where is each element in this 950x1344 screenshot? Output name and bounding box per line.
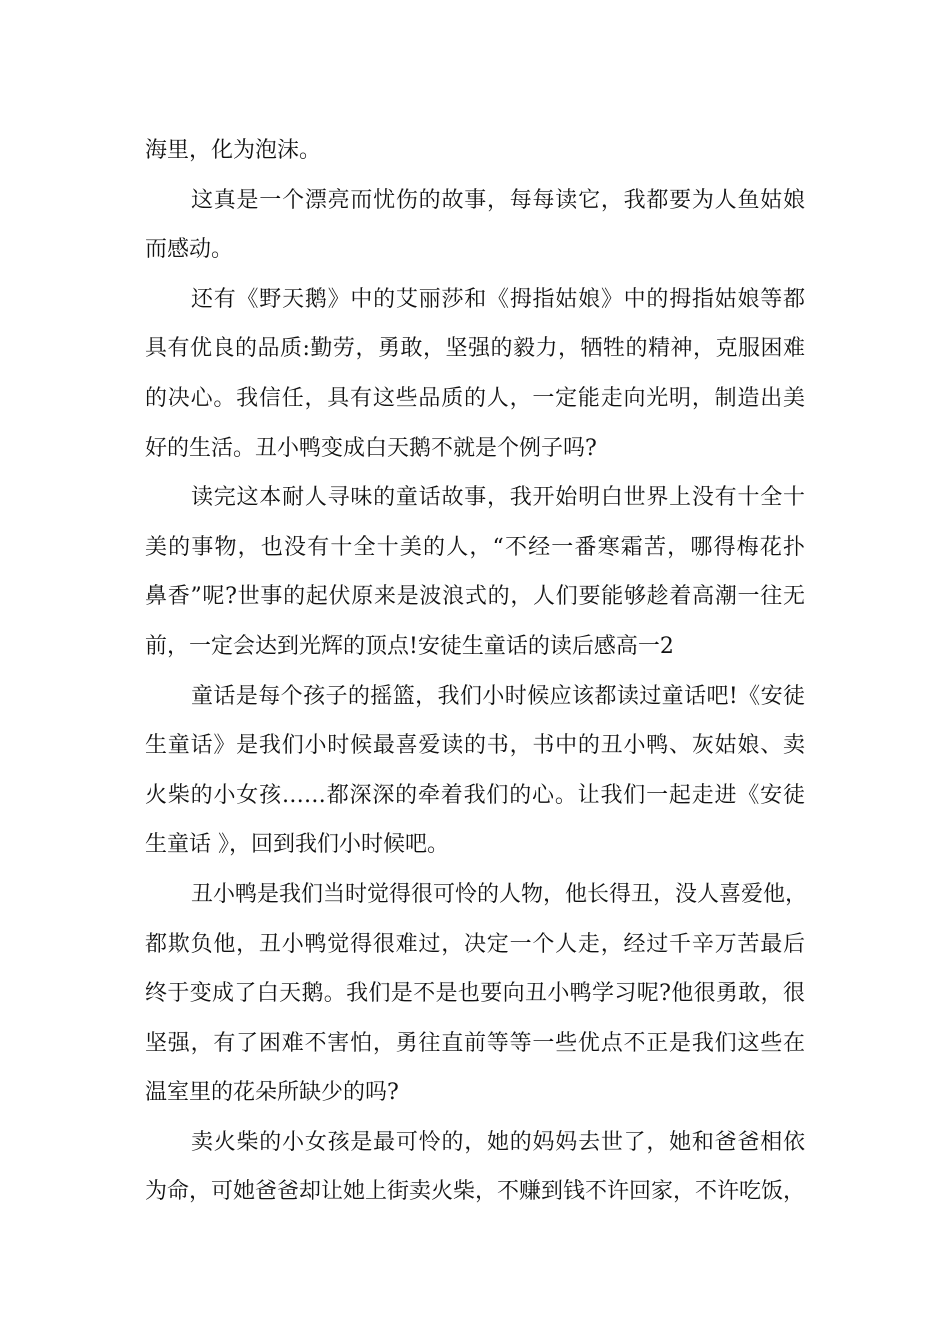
text-line: 卖火柴的小女孩是最可怜的，她的妈妈去世了，她和爸爸相依 [191,1129,805,1155]
text-line: 生童话》是我们小时候最喜爱读的书，书中的丑小鸭、灰姑娘、卖 [145,733,805,759]
text-line: 读完这本耐人寻味的童话故事，我开始明白世界上没有十全十 [191,485,805,511]
paragraph [145,176,805,275]
text-line: 的决心。我信任，具有这些品质的人，一定能走向光明，制造出美 [145,385,805,411]
text-line: 都欺负他，丑小鸭觉得很难过，决定一个人走，经过千辛万苦最后 [145,931,805,957]
document-body [145,126,808,1217]
text-line: 生童话 》，回到我们小时候吧。 [145,832,449,858]
text-line: 鼻香”呢?世事的起伏原来是波浪式的，人们要能够趁着高潮一往无 [145,584,805,610]
paragraph [145,126,805,176]
paragraph [145,473,805,671]
text-line: 火柴的小女孩……都深深的牵着我们的心。让我们一起走进《安徒 [145,782,805,808]
text-line: 还有《野天鹅》中的艾丽莎和《拇指姑娘》中的拇指姑娘等都 [191,286,805,312]
paragraph [145,275,805,473]
paragraph [145,672,805,870]
paragraph [145,870,808,1118]
text-line: 具有优良的品质:勤劳，勇敢，坚强的毅力，牺牲的精神，克服困难 [145,336,805,362]
text-line: 前，一定会达到光辉的顶点!安徒生童话的读后感高一2 [145,633,674,659]
text-line: 为命，可她爸爸却让她上街卖火柴，不赚到钱不许回家，不许吃饭， [145,1179,806,1205]
text-line: 丑小鸭是我们当时觉得很可怜的人物，他长得丑，没人喜爱他， [191,881,808,907]
text-line: 温室里的花朵所缺少的吗? [145,1080,399,1106]
text-line: 而感动。 [145,237,234,263]
paragraph [145,1118,805,1217]
text-line: 这真是一个漂亮而忧伤的故事，每每读它，我都要为人鱼姑娘 [191,187,805,213]
text-line: 海里，化为泡沫。 [145,138,322,163]
text-line: 坚强，有了困难不害怕，勇往直前等等一些优点不正是我们这些在 [145,1030,805,1056]
text-line: 好的生活。丑小鸭变成白天鹅不就是个例子吗? [145,435,597,461]
text-line: 美的事物，也没有十全十美的人，“不经一番寒霜苦，哪得梅花扑 [145,534,805,560]
text-line: 童话是每个孩子的摇篮，我们小时候应该都读过童话吧!《安徒 [191,683,805,709]
text-line: 终于变成了白天鹅。我们是不是也要向丑小鸭学习呢?他很勇敢，很 [145,981,805,1007]
